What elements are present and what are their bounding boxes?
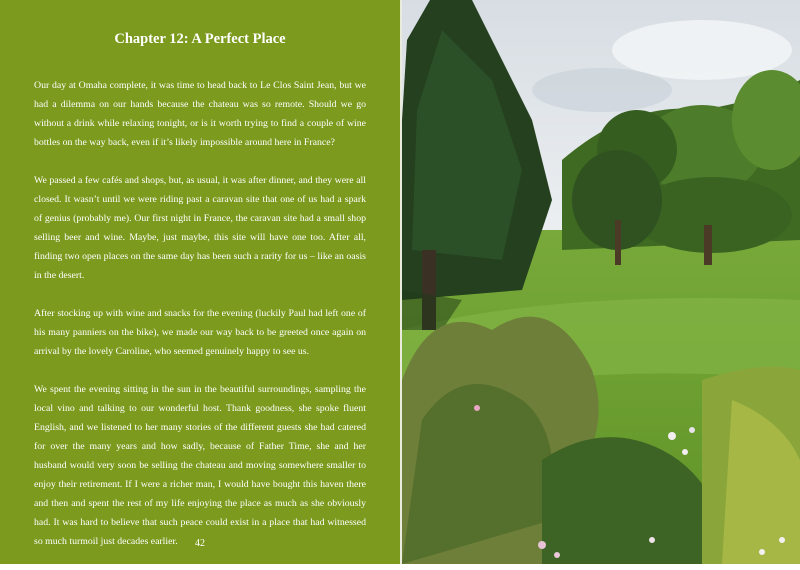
paragraph: We spent the evening sitting in the sun in the beautiful surroundings, sampling the local vino and talking to our wonderful host. Thank goodness, she spoke fluent English, and we listened to her many stories of the different guests she had catered for over the many years and how sadly, because of Father Time, she and her husband would very soon be selling the chateau and moving somewhere smaller to enjoy their retirement. If I were a richer man, I would have bought this haven there and then and spent the rest of my life enjoying the place as much as she obviously had. It was hard to believe that such peace could exist in a place that had witnessed so much turmoil just decades earlier.	[34, 384, 366, 547]
text-page	[0, 0, 400, 564]
paragraph: Our day at Omaha complete, it was time to head back to Le Clos Saint Jean, but we had a dilemma on our hands because the chateau was so remote. Should we go without a drink while relaxing tonight, or is it worth trying to find a couple of wine bottles on the way back, even if it’s likely impossible around here in France?	[34, 80, 366, 148]
garden-photo-illustration	[402, 0, 800, 564]
garden-photo	[402, 0, 800, 564]
chapter-title: Chapter 12: A Perfect Place	[114, 31, 286, 47]
chapter-body	[34, 76, 366, 570]
paragraph: After stocking up with wine and snacks for the evening (luckily Paul had left one of his many panniers on the bike), we made our way back to be greeted once again on arrival by the lovely Caroline, who seemed genuinely happy to see us.	[34, 308, 366, 357]
page-number: 42	[195, 538, 205, 549]
paragraph: We passed a few cafés and shops, but, as usual, it was after dinner, and they were all closed. It wasn’t until we were riding past a caravan site that one of us had a spark of genius (probably me). Our first night in France, the caravan site had a small shop selling beer and wine. Maybe, just maybe, this site will have one too. After all, finding two open places on the same day has been such a rarity for us – like an oasis in the desert.	[34, 175, 366, 281]
